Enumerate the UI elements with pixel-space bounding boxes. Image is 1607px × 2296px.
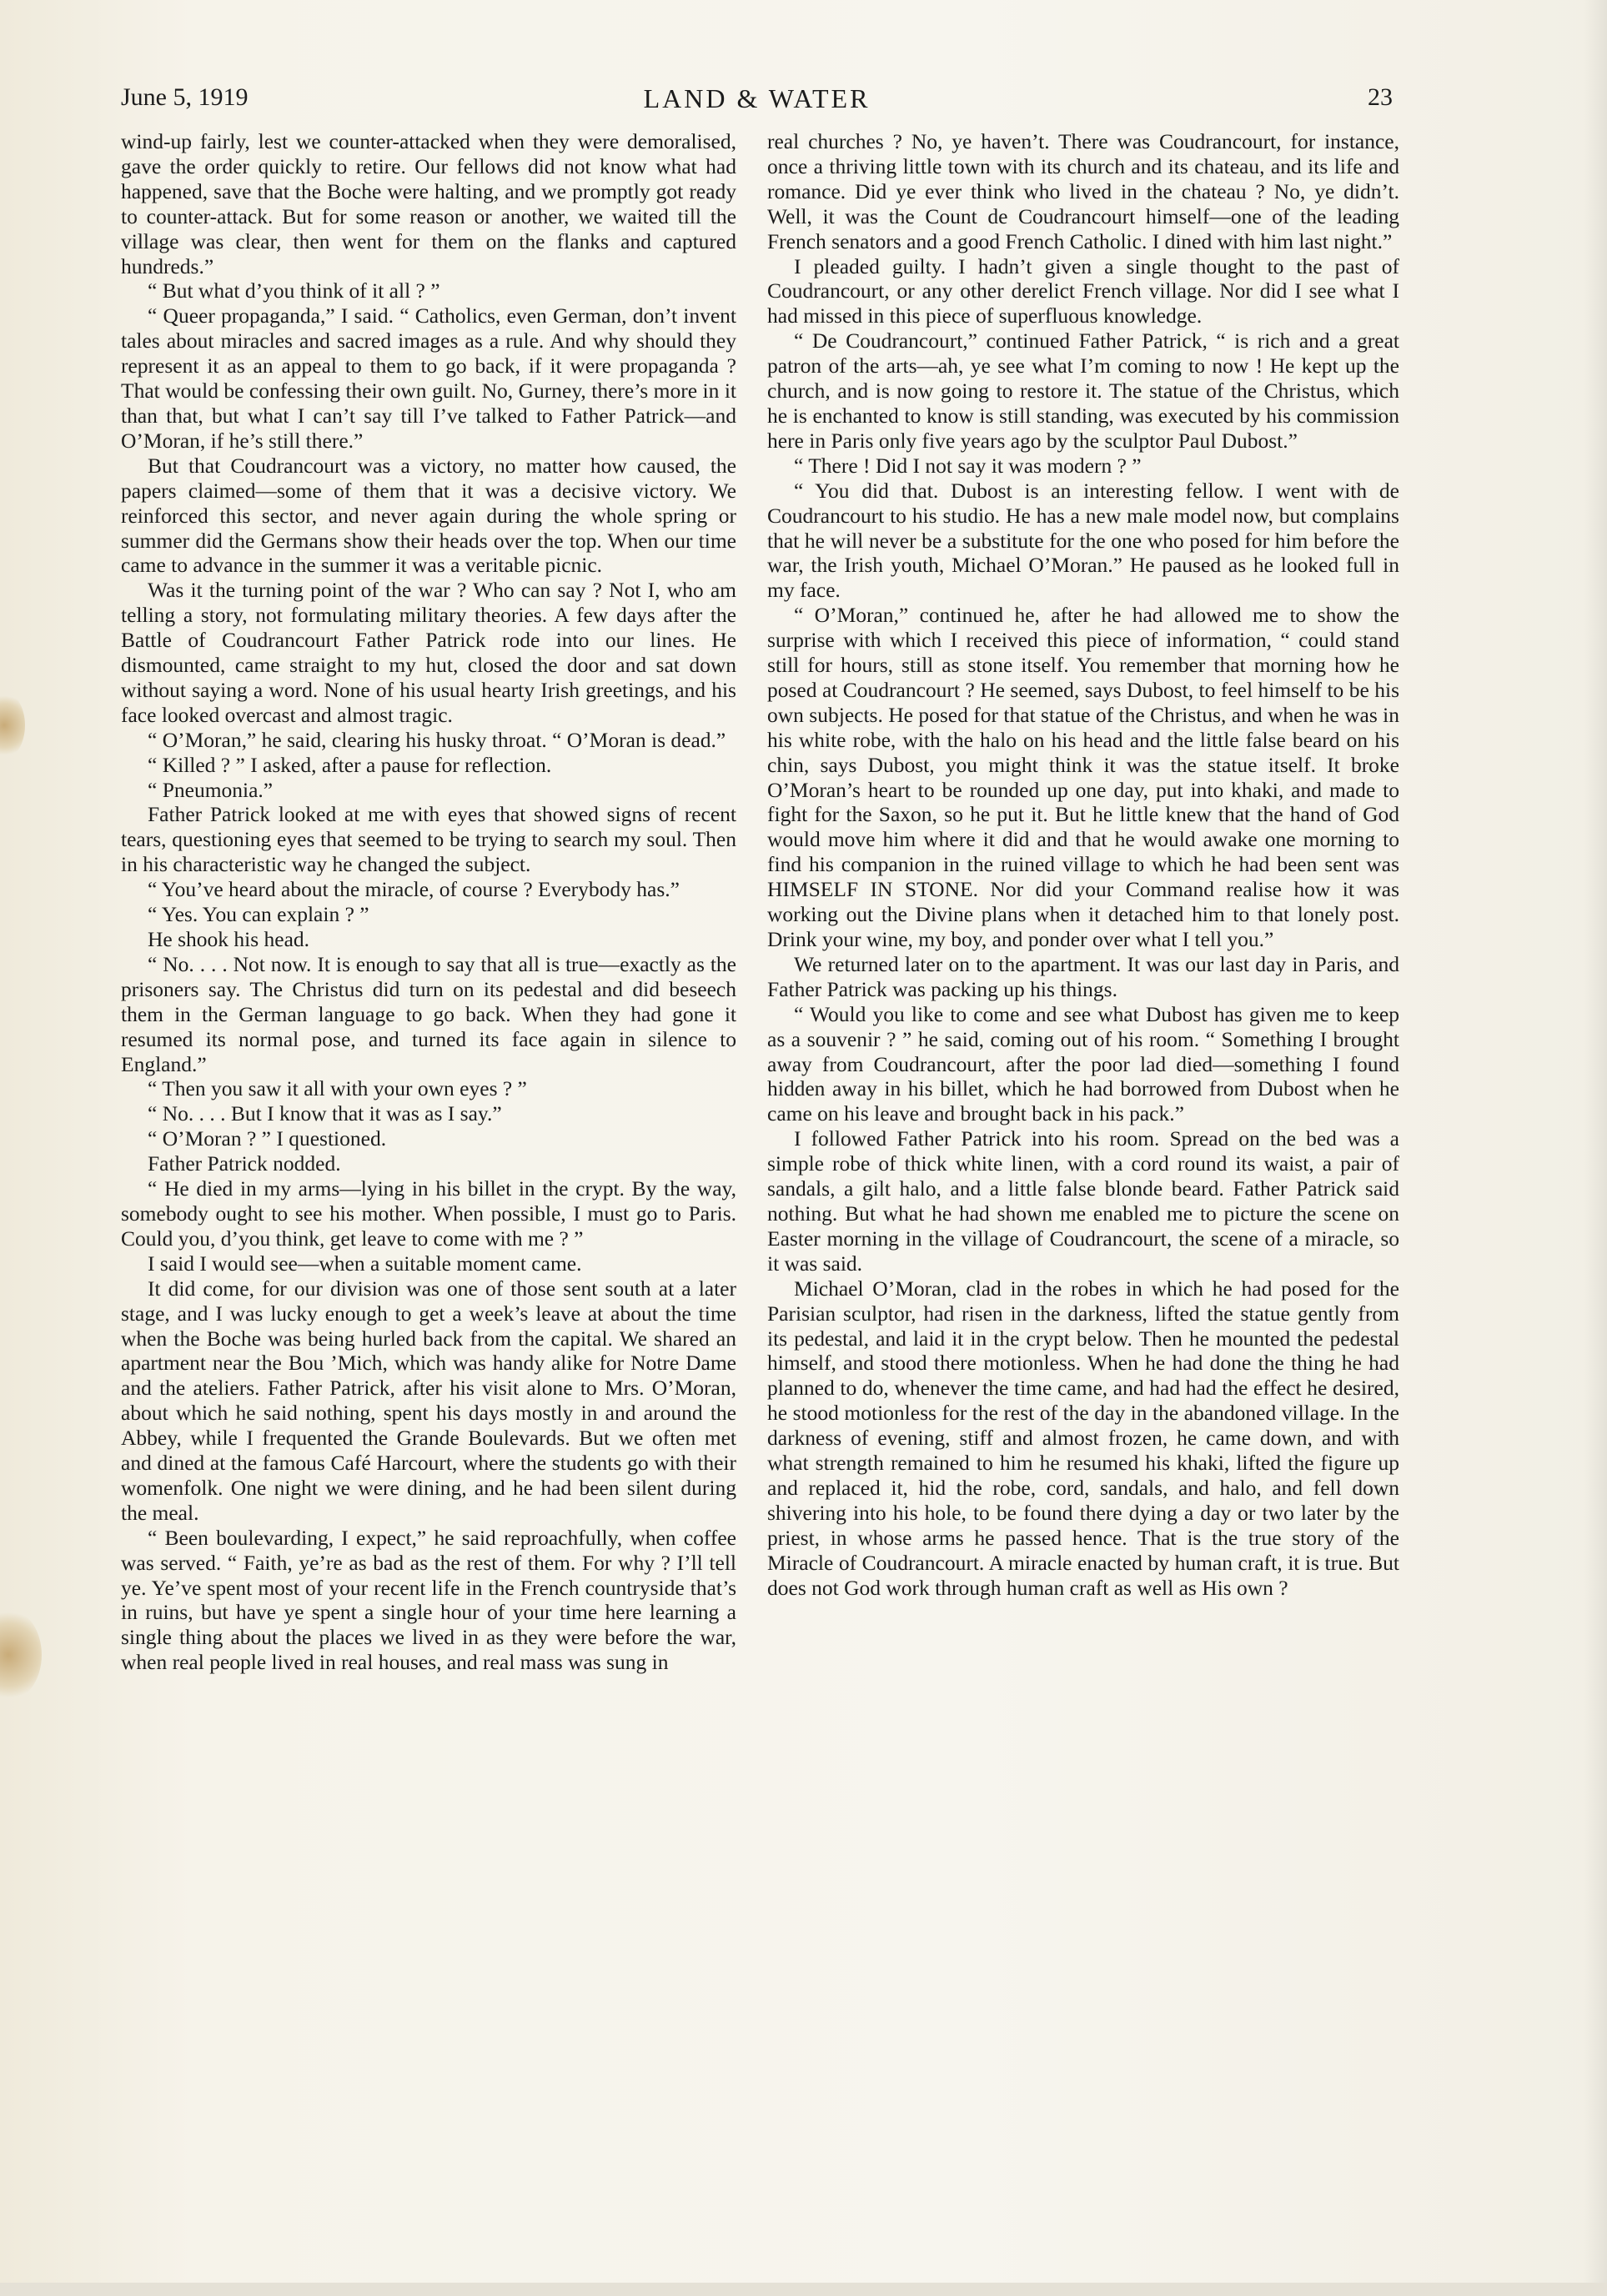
paragraph: “ You’ve heard about the miracle, of course ? Everybody has.” (148, 877, 680, 902)
paragraph: “ But what d’you think of it all ? ” (148, 278, 440, 303)
paragraph: “ No. . . . Not now. It is enough to say that all is true—exactly as the prisoners say. The Christus did turn on its pedestal and did beseech them in the German language to go back. When they had gone it resumed its normal pose, and turned its face again in silence to England.” (121, 951, 736, 1076)
paper-stain (0, 1609, 42, 1701)
paragraph: “ Pneumonia.” (148, 777, 274, 802)
paragraph: “ De Coudrancourt,” continued Father Patrick, “ is rich and a great patron of the arts—ah, ye see what I’m coming to now ! He kept up the church, and is now going to restore it. The statue of the Christus, which he is enchanted to know is still standing, was executed by his commission here in Paris only five years ago by the sculptor Paul Dubost.” (767, 328, 1399, 453)
paragraph: “ Queer propaganda,” I said. “ Catholics, even German, don’t invent tales about miracles and sacred images as a rule. And why should they represent it as an appeal to them to go back, if it were propaganda ? That would be confessing their own guilt. No, Gurney, there’s more in it than that, but what I can’t say till I’ve talked to Father Patrick—and O’Moran, if he’s still there.” (121, 303, 736, 453)
paragraph: real churches ? No, ye haven’t. There was Coudrancourt, for instance, once a thriving little town with its church and its chateau, and its life and romance. Did ye ever think who lived in the chateau ? No, ye didn’t. Well, it was the Count de Coudrancourt himself—one of the leading French senators and a good French Catholic. I dined with him last night.” (767, 129, 1399, 253)
right-column (767, 129, 1399, 1600)
paragraph: I pleaded guilty. I hadn’t given a single thought to the past of Coudrancourt, or any other derelict French village. Nor did I see what I had missed in this piece of superfluous knowledge. (767, 253, 1399, 328)
paper-stain (0, 692, 25, 759)
paragraph: It did come, for our division was one of those sent south at a later stage, and I was lucky enough to get a week’s leave at about the time when the Boche was being hurled back from the capital. We shared an apartment near the Bou ’Mich, which was handy alike for Notre Dame and the ateliers. Father Patrick, after his visit alone to Mrs. O’Moran, about which he said nothing, spent his days mostly in and around the Abbey, while I frequented the Grande Boulevards. But we often met and dined at the famous Café Harcourt, where the students go with their womenfolk. One night we were dining, and he had been silent during the meal. (121, 1276, 736, 1525)
paragraph: I said I would see—when a suitable moment came. (148, 1251, 582, 1276)
paragraph: Was it the turning point of the war ? Who can say ? Not I, who am telling a story, not formulating military theories. A few days after the Battle of Coudrancourt Father Patrick rode into our lines. He dismounted, came straight to my hut, closed the door and sat down without saying a word. None of his usual hearty Irish greetings, and his face looked overcast and almost tragic. (121, 578, 736, 727)
paragraph: Father Patrick looked at me with eyes that showed signs of recent tears, questioning eyes that seemed to be trying to search my soul. Then in his characteristic way he changed the subject. (121, 802, 736, 877)
paragraph: “ Yes. You can explain ? ” (148, 902, 369, 927)
paragraph: “ O’Moran,” continued he, after he had allowed me to show the surprise with which I received this piece of information, “ could stand still for hours, still as stone itself. You remember that morning how he posed at Coudrancourt ? He seemed, says Dubost, to feel himself to be his own subjects. He posed for that statue of the Christus, and when he was in his white robe, with the halo on his head and the little false beard on his chin, says Dubost, you might think it was the statue itself. It broke O’Moran’s heart to be rounded up one day, put into khaki, and made to fight for the Saxon, so he put it. But he little knew that the hand of God would move him where it did and that he would awake one morning to find his companion in the ruined village to which he had been sent was HIMSELF IN STONE. Nor did your Command realise how it was working out the Divine plans when it detached him to that lonely post. Drink your wine, my boy, and ponder over what I tell you.” (767, 603, 1399, 951)
paragraph: “ O’Moran ? ” I questioned. (148, 1126, 387, 1151)
issue-date: June 5, 1919 (121, 83, 249, 111)
paragraph: Father Patrick nodded. (148, 1151, 341, 1176)
paragraph: I followed Father Patrick into his room. Spread on the bed was a simple robe of thick white linen, with a cord round its waist, a pair of sandals, a gilt halo, and a little false blonde beard. Father Patrick said nothing. But what he had shown me enabled me to picture the scene on Easter morning in the village of Coudrancourt, the scene of a miracle, so it was said. (767, 1126, 1399, 1276)
page-bottom-edge (0, 2283, 1607, 2296)
paragraph: Michael O’Moran, clad in the robes in which he had posed for the Parisian sculptor, had risen in the darkness, lifted the statue gently from its pedestal, and laid it in the crypt below. Then he mounted the pedestal himself, and stood there motionless. When he had done the thing he had planned to do, whenever the time came, and had had the effect he desired, he stood motionless for the rest of the day in the abandoned village. In the darkness of evening, stiff and almost frozen, he came down, and with what strength remained to him he resumed his khaki, lifted the figure up and replaced it, hid the robe, cord, sandals, and halo, and fell down shivering into his hole, to be found there dying a day or two later by the priest, in whose arms he passed hence. That is the true story of the Miracle of Coudrancourt. A miracle enacted by human craft, it is true. But does not God work through human craft as well as His own ? (767, 1276, 1399, 1600)
paragraph: “ There ! Did I not say it was modern ? ” (794, 453, 1142, 478)
paragraph: wind-up fairly, lest we counter-attacked when they were demoralised, gave the order quickly to retire. Our fellows did not know what had happened, save that the Boche were halting, and we promptly got ready to counter-attack. But for some reason or another, we waited till the village was clear, then went for them on the flanks and captured hundreds.” (121, 129, 736, 278)
page-number: 23 (1368, 83, 1393, 111)
paragraph: “ Killed ? ” I asked, after a pause for reflection. (148, 752, 552, 777)
paragraph: “ O’Moran,” he said, clearing his husky throat. “ O’Moran is dead.” (148, 727, 726, 752)
paragraph: “ Been boulevarding, I expect,” he said reproachfully, when coffee was served. “ Faith, ye’re as bad as the rest of them. For why ? I’ll tell ye. Ye’ve spent most of your recent life in the French countryside that’s in ruins, but have ye spent a single hour of your time here learning a single thing about the places we lived in as they were before the war, when real people lived in real houses, and real mass was sung in (121, 1525, 736, 1675)
paragraph: “ He died in my arms—lying in his billet in the crypt. By the way, somebody ought to see his mother. When possible, I must go to Paris. Could you, d’you think, get leave to come with me ? ” (121, 1176, 736, 1251)
paragraph: “ You did that. Dubost is an interesting fellow. I went with de Coudrancourt to his studio. He has a new male model now, but complains that he will never be a substitute for the one who posed for him before the war, the Irish youth, Michael O’Moran.” He paused as he looked full in my face. (767, 478, 1399, 603)
paragraph: “ Would you like to come and see what Dubost has given me to keep as a souvenir ? ” he said, coming out of his room. “ Something I brought away from Coudrancourt, after the poor lad died—something I found hidden away in his billet, which he had borrowed from Dubost when he came on his leave and brought back in his pack.” (767, 1001, 1399, 1126)
paragraph: He shook his head. (148, 927, 310, 951)
paragraph: “ Then you saw it all with your own eyes ? ” (148, 1076, 527, 1101)
running-header (121, 83, 1393, 125)
paragraph: But that Coudrancourt was a victory, no matter how caused, the papers claimed—some of them that it was a decisive victory. We reinforced this sector, and never again during the whole spring or summer did the Germans show their heads over the top. When our time came to advance in the summer it was a veritable picnic. (121, 453, 736, 578)
paragraph: We returned later on to the apartment. It was our last day in Paris, and Father Patrick was packing up his things. (767, 951, 1399, 1001)
left-column (121, 129, 736, 1675)
publication-title: LAND & WATER (643, 83, 871, 113)
page-edge-shadow (1584, 0, 1607, 2296)
paragraph: “ No. . . . But I know that it was as I say.” (148, 1101, 502, 1126)
